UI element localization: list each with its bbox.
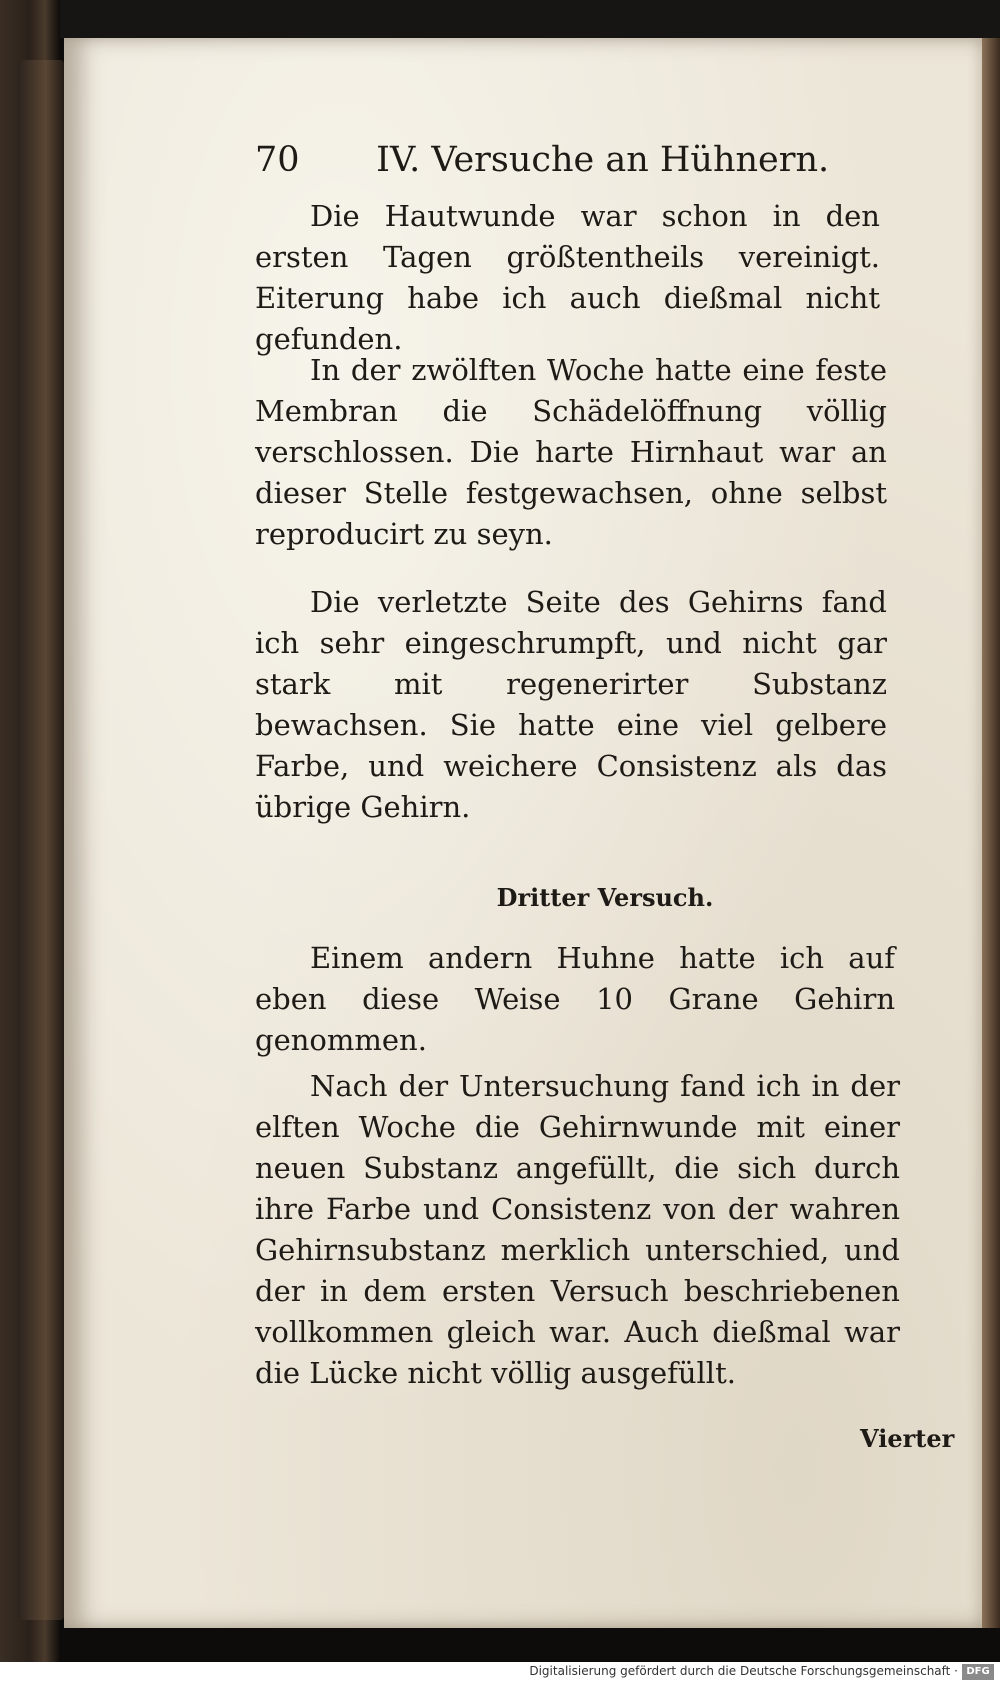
- book-binding: [18, 60, 64, 1620]
- catchword: Vierter: [860, 1424, 955, 1453]
- paragraph-3-block: [255, 582, 887, 828]
- paragraph-4: Einem andern Huhne hatte ich auf eben diese Weise 10 Grane Gehirn genommen.: [255, 941, 895, 1057]
- dfg-logo-icon: DFG: [962, 1664, 994, 1680]
- paragraph-2: In der zwölften Woche hatte eine feste Membran die Schädelöffnung völlig verschlossen. Die harte Hirnhaut war an dieser Stelle festgewachsen, ohne selbst reproducirt zu seyn.: [255, 353, 887, 551]
- footer-credit: Digitalisierung gefördert durch die Deutsche Forschungsgemeinschaft ·: [529, 1664, 958, 1678]
- page-edge: [982, 38, 1000, 1628]
- paragraph-2-block: [255, 350, 887, 555]
- running-header: [255, 140, 935, 180]
- top-margin: [60, 0, 1000, 38]
- paragraph-5-block: [255, 1066, 900, 1394]
- paragraph-5: Nach der Untersuchung fand ich in der elften Woche die Gehirnwunde mit einer neuen Substanz angefüllt, die sich durch ihre Farbe und Consistenz von der wahren Gehirnsubstanz merklich unterschied, und der in dem ersten Versuch beschriebenen vollkommen gleich war. Auch dießmal war die Lücke nicht völlig ausgefüllt.: [255, 1069, 900, 1390]
- paragraph-1-block: [255, 196, 880, 360]
- running-title: IV. Versuche an Hühnern.: [376, 140, 830, 180]
- paragraph-4-block: [255, 938, 895, 1061]
- paragraph-1: Die Hautwunde war schon in den ersten Tagen größtentheils vereinigt. Eiterung habe ich auch dießmal nicht gefunden.: [255, 199, 880, 356]
- section-heading: Dritter Versuch.: [496, 883, 714, 912]
- paragraph-3: Die verletzte Seite des Gehirns fand ich sehr eingeschrumpft, und nicht gar stark mit regenerirter Substanz bewachsen. Sie hatte eine viel gelbere Farbe, und weichere Consistenz als das übrige Gehirn.: [255, 585, 887, 824]
- page-number: 70: [255, 140, 300, 180]
